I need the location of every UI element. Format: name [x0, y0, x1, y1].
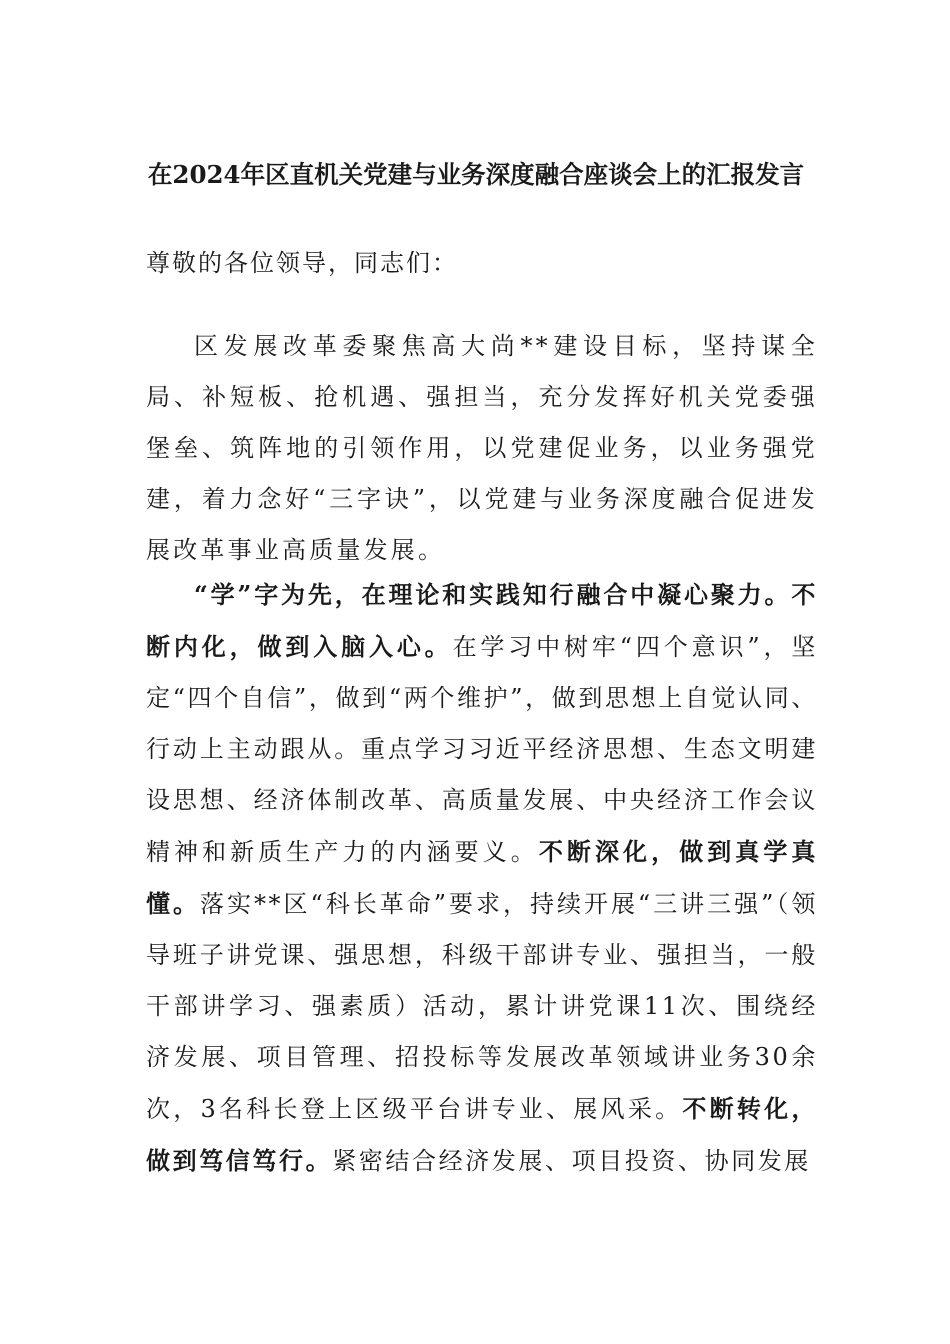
subheading-transform: 不断转化，做到笃信笃行。 [146, 1094, 818, 1175]
paragraph-study [146, 569, 818, 1187]
subheading-deepen: 不断深化，做到真学真懂。 [146, 837, 819, 918]
text-internalize: 在学习中树牢“四个意识”，坚定“四个自信”，做到“两个维护”，做到思想上自觉认同、行动上主动跟从。重点学习习近平经济思想、生态文明建设思想、经济体制改革、高质量发展、中央经济工作会议精神和新质生产力的内涵要义。 [146, 633, 818, 866]
text-transform: 紧密结合经济发展、项目投资、协同发展 [332, 1147, 812, 1175]
section-heading-study: “学”字为先，在理论和实践知行融合中凝心聚力。 [194, 580, 792, 609]
text-deepen: 落实**区“科长革命”要求，持续开展“三讲三强”（领导班子讲党课、强思想，科级干部讲专业、强担当，一般干部讲学习、强素质）活动，累计讲党课11次、围绕经济发展、项目管理、招投标等发展改革领域讲业务30余次，3名科长登上区级平台讲专业、展风采。 [146, 890, 818, 1123]
paragraph-intro: 区发展改革委聚焦高大尚**建设目标，坚持谋全局、补短板、抢机遇、强担当，充分发挥好机关党委强堡垒、筑阵地的引领作用，以党建促业务，以业务强党建，着力念好“三字诀”，以党建与业务深度融合促进发展改革事业高质量发展。 [146, 332, 818, 564]
salutation: 尊敬的各位领导，同志们： [146, 249, 458, 277]
subheading-internalize: 不断内化，做到入脑入心。 [146, 580, 818, 661]
document-title: 在2024年区直机关党建与业务深度融合座谈会上的汇报发言 [147, 160, 805, 189]
